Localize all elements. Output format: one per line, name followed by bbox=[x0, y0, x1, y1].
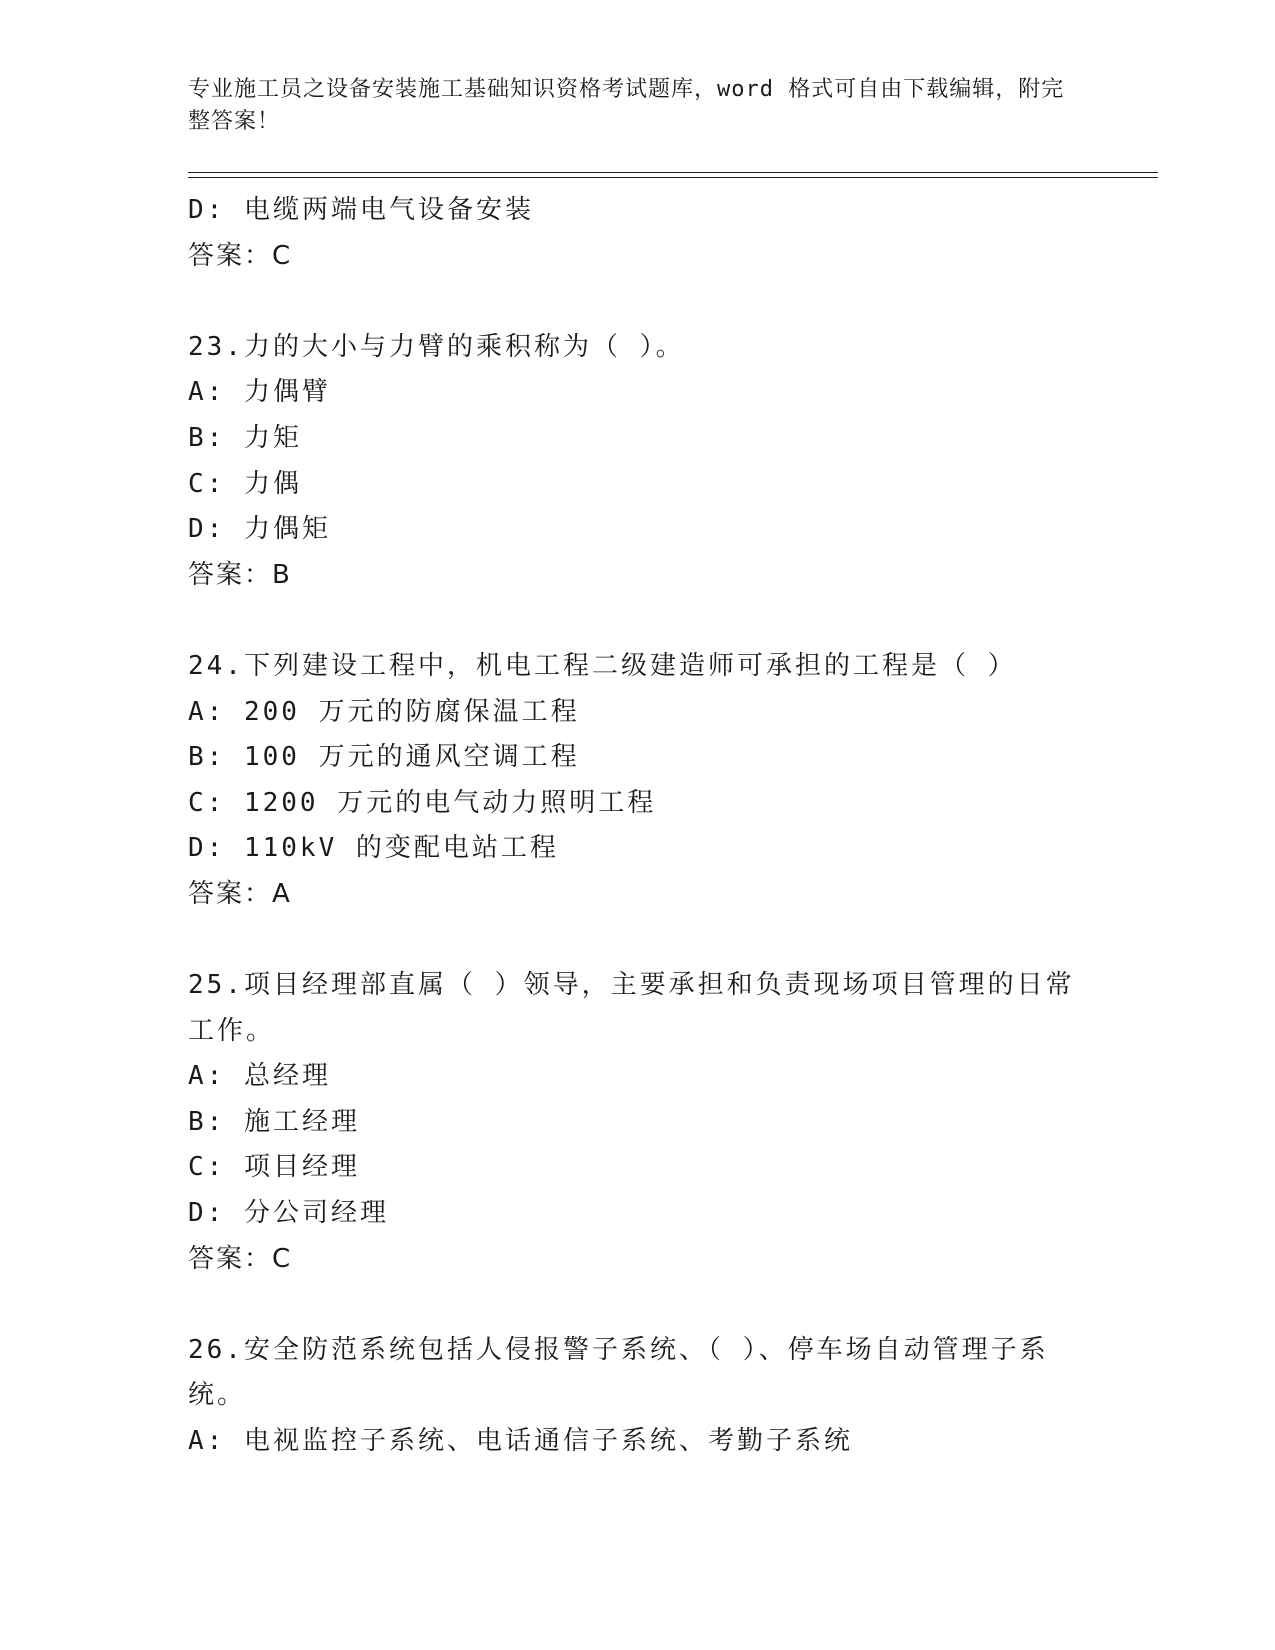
question-25 bbox=[188, 963, 1088, 1282]
option-a: A: 总经理 bbox=[188, 1061, 331, 1092]
question-text: 23.力的大小与力臂的乘积称为（ ）。 bbox=[188, 331, 685, 362]
question-24 bbox=[188, 644, 1088, 918]
option-b: B: 施工经理 bbox=[188, 1106, 360, 1137]
option-d: D: 电缆两端电气设备安装 bbox=[188, 195, 534, 225]
question-text: 25.项目经理部直属（ ）领导，主要承担和负责现场项目管理的日常工作。 bbox=[188, 970, 1075, 1046]
option-a: A: 200 万元的防腐保温工程 bbox=[188, 696, 580, 727]
option-d: D: 力偶矩 bbox=[188, 514, 331, 545]
question-23 bbox=[188, 325, 1088, 599]
document-header: 专业施工员之设备安装施工基础知识资格考试题库，word 格式可自由下载编辑，附完整答案！ bbox=[188, 77, 1065, 134]
option-b: B: 力矩 bbox=[188, 422, 302, 453]
document-body bbox=[188, 188, 1088, 1465]
option-a: A: 力偶臂 bbox=[188, 377, 331, 408]
question-text: 26.安全防范系统包括人侵报警子系统、（ ）、停车场自动管理子系统。 bbox=[188, 1334, 1049, 1411]
option-b: B: 100 万元的通风空调工程 bbox=[188, 742, 580, 773]
option-a: A: 电视监控子系统、电话通信子系统、考勤子系统 bbox=[188, 1426, 853, 1457]
header-rule-bottom bbox=[188, 177, 1158, 178]
question-26 bbox=[188, 1328, 1088, 1465]
header-rule-top bbox=[188, 172, 1158, 173]
option-c: C: 项目经理 bbox=[188, 1152, 360, 1183]
option-d: D: 110kV 的变配电站工程 bbox=[188, 833, 559, 864]
option-c: C: 力偶 bbox=[188, 468, 302, 499]
option-c: C: 1200 万元的电气动力照明工程 bbox=[188, 787, 657, 818]
question-text: 24.下列建设工程中，机电工程二级建造师可承担的工程是（ ） bbox=[188, 650, 1017, 681]
option-d: D: 分公司经理 bbox=[188, 1198, 389, 1229]
answer-line: 答案：B bbox=[188, 559, 292, 590]
answer-line: 答案：C bbox=[188, 240, 293, 271]
answer-line: 答案：C bbox=[188, 1243, 293, 1274]
answer-line: 答案：A bbox=[188, 878, 292, 909]
